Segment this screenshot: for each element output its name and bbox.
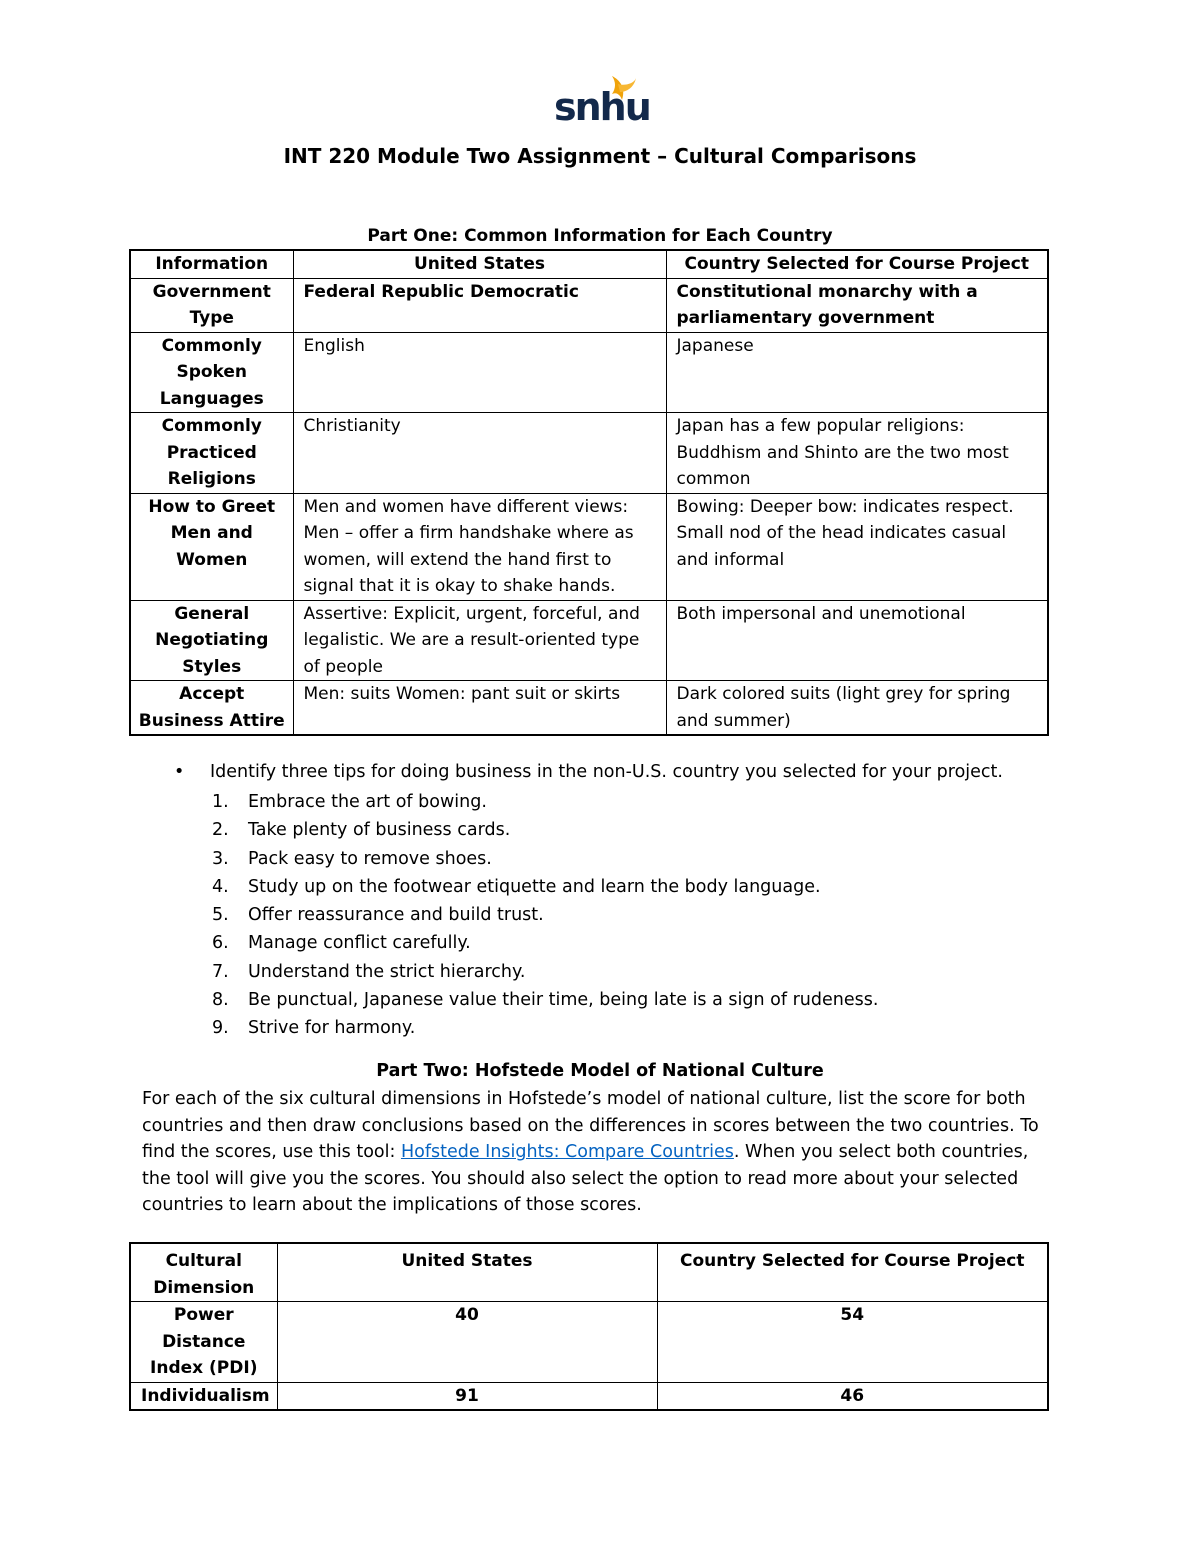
selected-country-cell: Constitutional monarchy with a parliamentary government: [666, 278, 1048, 332]
us-score: 40: [277, 1302, 657, 1383]
table-row: [130, 1302, 1048, 1383]
list-text: Study up on the footwear etiquette and learn the body language.: [248, 876, 821, 897]
list-text: Manage conflict carefully.: [248, 933, 471, 954]
list-text: Offer reassurance and build trust.: [248, 905, 544, 926]
list-text: Embrace the art of bowing.: [248, 792, 487, 812]
hofstede-scores-table: [129, 1242, 1049, 1411]
list-number: 7.: [212, 961, 229, 982]
list-number: 3.: [212, 848, 229, 869]
us-score: 91: [277, 1382, 657, 1410]
list-text: Strive for harmony.: [248, 1018, 416, 1039]
row-label: Commonly Spoken Languages: [130, 332, 293, 413]
list-number: 9.: [212, 1018, 229, 1039]
column-header: United States: [293, 250, 666, 278]
snhu-logo: [554, 74, 650, 132]
list-number: 6.: [212, 933, 229, 954]
dimension-label: Individualism: [130, 1382, 277, 1410]
table-row: [130, 681, 1048, 736]
list-text: Be punctual, Japanese value their time, being late is a sign of rudeness.: [248, 990, 879, 1011]
table-header-row: [130, 250, 1048, 278]
selected-country-cell: Both impersonal and unemotional: [666, 600, 1048, 681]
table-row: [130, 332, 1048, 413]
instructions-text-continued: . When you select both countries, the tool will give you the scores. You should also select the option to read more about your selected countries to learn about the implications of those scores.: [142, 1142, 1029, 1215]
table-row: [130, 278, 1048, 332]
logo-wordmark: snhu: [554, 85, 650, 129]
dimension-label: Power Distance Index (PDI): [130, 1302, 277, 1383]
tips-prompt-text: Identify three tips for doing business in the non-U.S. country you selected for your project.: [210, 762, 1003, 782]
common-info-table: [129, 249, 1049, 736]
row-label: Commonly Practiced Religions: [130, 413, 293, 494]
row-label: How to Greet Men and Women: [130, 493, 293, 600]
column-header: Information: [130, 250, 293, 278]
list-text: Take plenty of business cards.: [248, 820, 511, 841]
list-text: Understand the strict hierarchy.: [248, 961, 526, 982]
table-row: [130, 413, 1048, 494]
hofstede-compare-link[interactable]: Hofstede Insights: Compare Countries: [400, 1142, 734, 1162]
list-number: 4.: [212, 876, 229, 897]
table-row: [130, 600, 1048, 681]
bullet-icon: •: [174, 762, 185, 782]
list-number: 5.: [212, 905, 229, 926]
us-cell: Men: suits Women: pant suit or skirts: [293, 681, 666, 736]
us-cell: English: [293, 332, 666, 413]
part-two-heading: Part Two: Hofstede Model of National Culture: [376, 1061, 824, 1081]
part-two-instructions: [142, 1086, 1062, 1219]
us-cell: Men and women have different views: Men – offer a firm handshake where as women, will extend the hand first to signal that it is okay to shake hands.: [293, 493, 666, 600]
selected-country-cell: Japanese: [666, 332, 1048, 413]
us-cell: Assertive: Explicit, urgent, forceful, and legalistic. We are a result-oriented type of people: [293, 600, 666, 681]
list-number: 1.: [212, 792, 229, 812]
column-header: Country Selected for Course Project: [657, 1243, 1048, 1302]
row-label: Government Type: [130, 278, 293, 332]
selected-country-score: 46: [657, 1382, 1048, 1410]
selected-country-cell: Bowing: Deeper bow: indicates respect. Small nod of the head indicates casual and informal: [666, 493, 1048, 600]
row-label: Accept Business Attire: [130, 681, 293, 736]
column-header: Cultural Dimension: [130, 1243, 277, 1302]
part-one-heading: Part One: Common Information for Each Country: [367, 226, 833, 246]
instructions-text: For each of the six cultural dimensions in Hofstede’s model of national culture, list the score for both countries and then draw conclusions based on the differences in scores between the two countries. To find the scores, use this tool:: [142, 1089, 1039, 1162]
document-title: INT 220 Module Two Assignment – Cultural Comparisons: [283, 144, 917, 168]
selected-country-cell: Japan has a few popular religions: Buddhism and Shinto are the two most common: [666, 413, 1048, 494]
table-row: [130, 1382, 1048, 1410]
list-number: 2.: [212, 820, 229, 841]
column-header: United States: [277, 1243, 657, 1302]
column-header: Country Selected for Course Project: [666, 250, 1048, 278]
row-label: General Negotiating Styles: [130, 600, 293, 681]
list-text: Pack easy to remove shoes.: [248, 848, 492, 869]
selected-country-cell: Dark colored suits (light grey for spring and summer): [666, 681, 1048, 736]
selected-country-score: 54: [657, 1302, 1048, 1383]
table-row: [130, 493, 1048, 600]
list-number: 8.: [212, 990, 229, 1011]
us-cell: Federal Republic Democratic: [293, 278, 666, 332]
us-cell: Christianity: [293, 413, 666, 494]
table-header-row: [130, 1243, 1048, 1302]
